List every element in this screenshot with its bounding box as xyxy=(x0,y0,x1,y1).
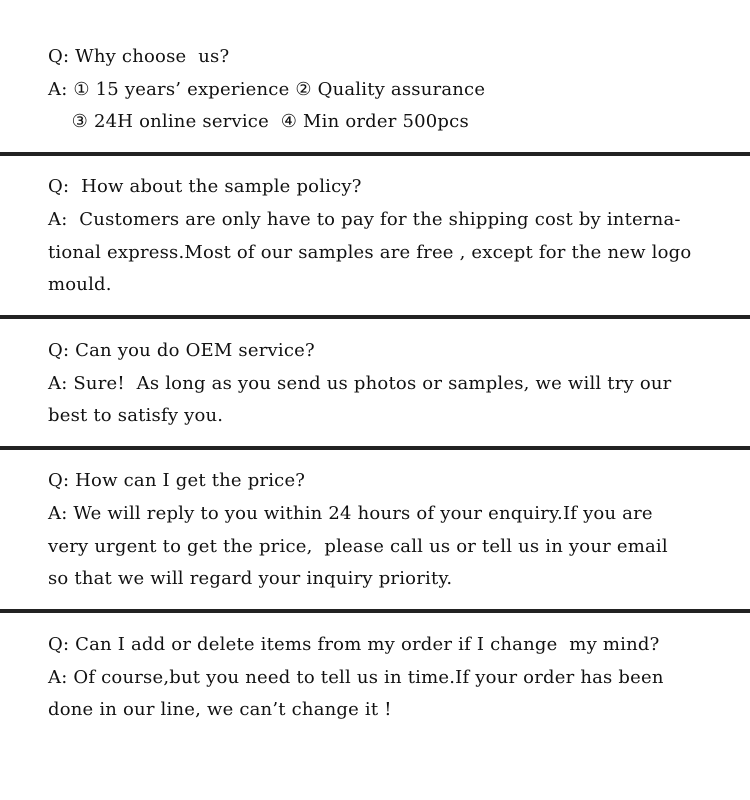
faq-question: Q: Can I add or delete items from my order if I change my mind? xyxy=(48,634,660,655)
faq-answer-line: A: Of course,but you need to tell us in time.If your order has been xyxy=(48,667,664,688)
faq-question: Q: How about the sample policy? xyxy=(48,176,362,197)
divider xyxy=(0,609,750,613)
faq-answer-line: A: ① 15 years’ experience ② Quality assurance xyxy=(48,79,486,100)
faq-answer-line: best to satisfy you. xyxy=(48,405,224,426)
faq-answer-line: tional express.Most of our samples are free , except for the new logo xyxy=(48,242,692,263)
faq-answer-line: done in our line, we can’t change it ! xyxy=(48,699,392,720)
faq-answer-line: A: Customers are only have to pay for the shipping cost by interna- xyxy=(48,209,681,230)
faq-answer-line: ③ 24H online service ④ Min order 500pcs xyxy=(48,111,469,132)
faq-answer-line: A: Sure! As long as you send us photos or samples, we will try our xyxy=(48,373,672,394)
divider xyxy=(0,446,750,450)
faq-answer-line: very urgent to get the price, please call us or tell us in your email xyxy=(48,536,668,557)
faq-question: Q: Can you do OEM service? xyxy=(48,340,315,361)
faq-question: Q: How can I get the price? xyxy=(48,470,306,491)
faq-question: Q: Why choose us? xyxy=(48,46,230,67)
divider xyxy=(0,152,750,156)
faq-answer-line: A: We will reply to you within 24 hours of your enquiry.If you are xyxy=(48,503,653,524)
faq-answer-line: so that we will regard your inquiry priority. xyxy=(48,568,453,589)
faq-answer-line: mould. xyxy=(48,274,112,295)
divider xyxy=(0,315,750,319)
